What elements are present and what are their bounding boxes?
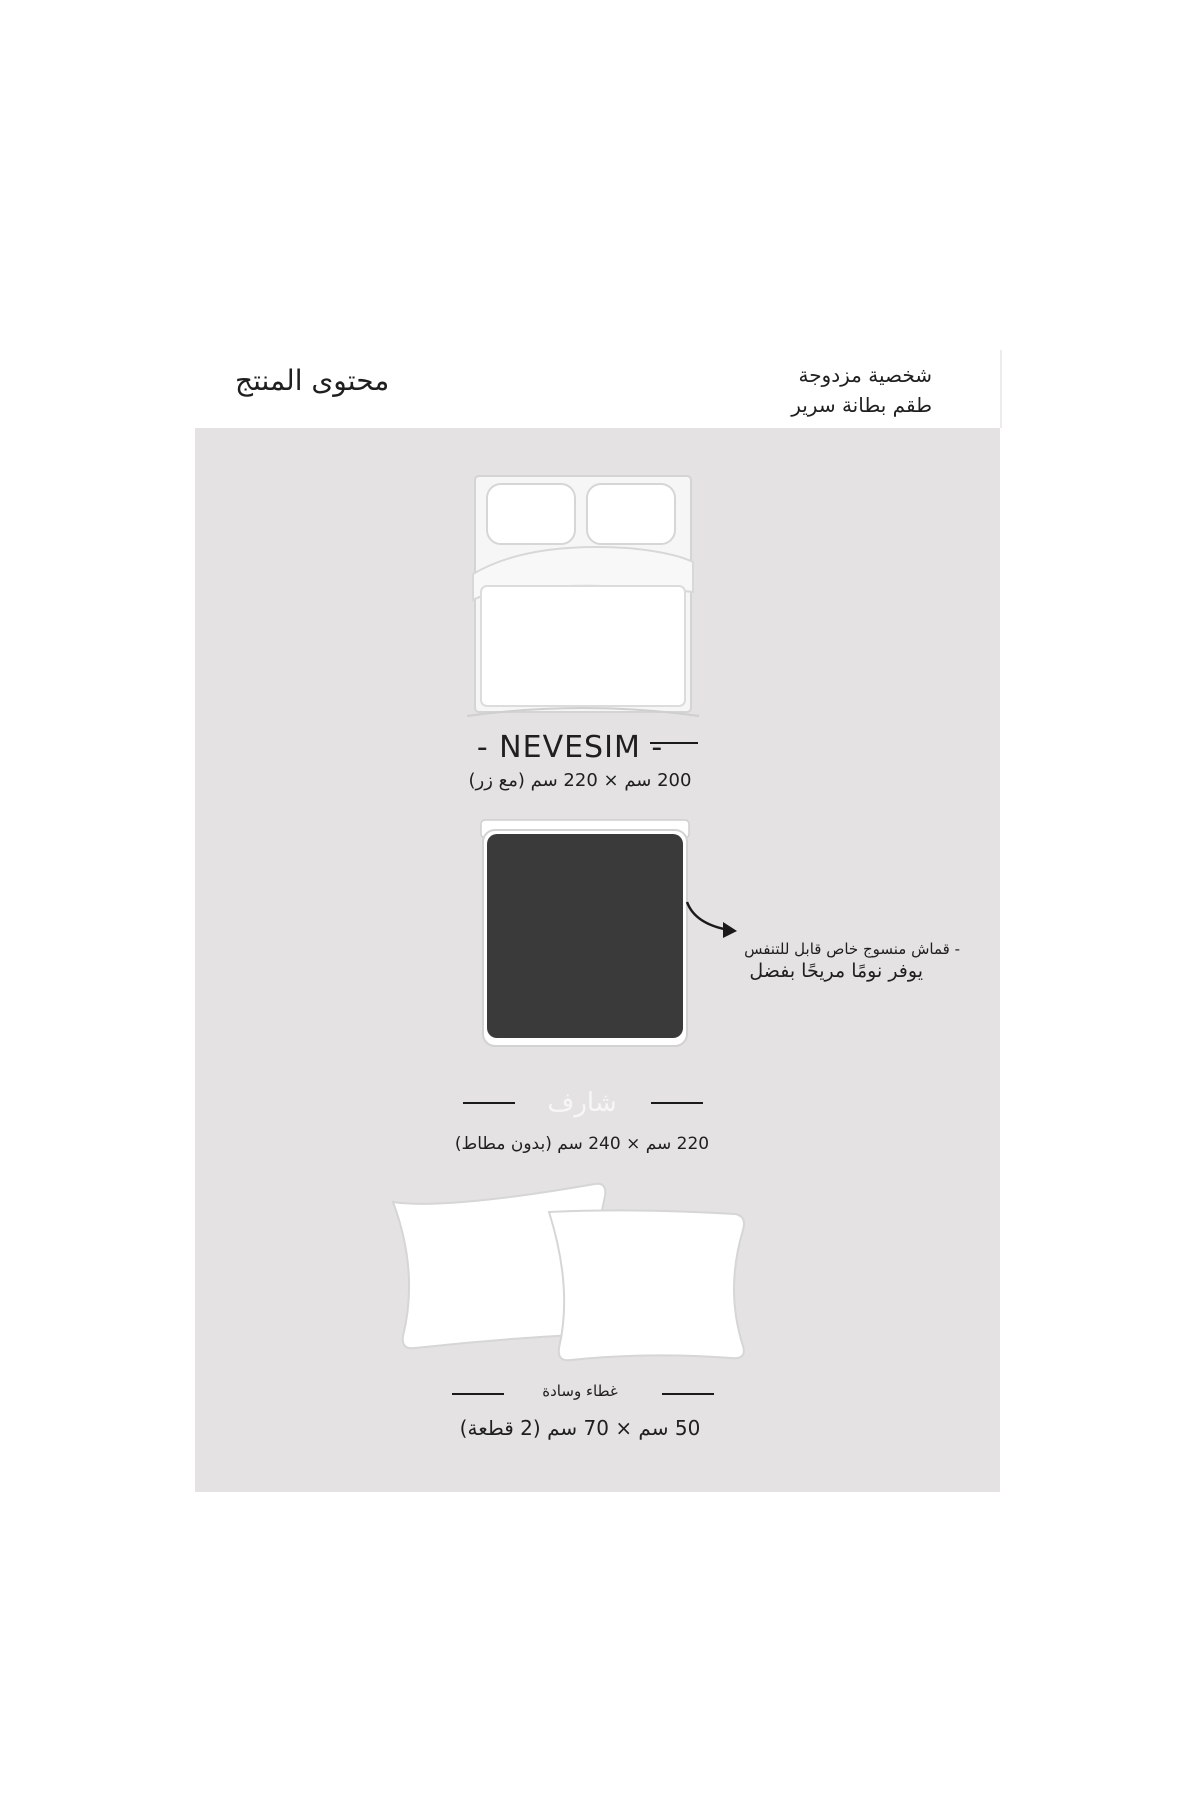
sheet-note-line-1: - قماش منسوج خاص قابل للتنفس [744,940,960,958]
page-title: محتوى المنتج [235,364,390,397]
product-contents-panel [195,428,1000,1492]
divider-pillow-left [452,1393,504,1395]
bed-duvet-image [467,474,699,718]
pillowcase-name: غطاء وسادة [542,1382,618,1400]
pillow-left [487,484,575,544]
header [195,350,1002,428]
pillowcase-size: 50 سم × 70 سم (2 قطعة) [459,1416,701,1440]
pillow-front [549,1210,744,1360]
divider-pillow-right [662,1393,714,1395]
sheet-note-line-2: يوفر نومًا مريحًا بفضل [749,960,923,982]
divider-sheet-right [651,1102,703,1104]
duvet-size: 200 سم × 220 سم (مع زر) [468,770,692,791]
sheet-name: شارف [547,1088,617,1118]
sheet-image [477,818,693,1050]
sheet-surface [487,834,683,1038]
pillows-image [385,1178,761,1366]
subtitle-line-1: شخصية مزدوجة [798,363,932,387]
duvet-body [481,586,685,706]
arrow-icon [683,898,747,946]
product-subtitle [791,360,932,420]
divider-sheet-left [463,1102,515,1104]
pillow-right [587,484,675,544]
subtitle-line-2: طقم بطانة سرير [791,393,932,417]
duvet-name: - NEVESIM - [476,730,664,765]
sheet-size: 220 سم × 240 سم (بدون مطاط) [454,1134,710,1154]
